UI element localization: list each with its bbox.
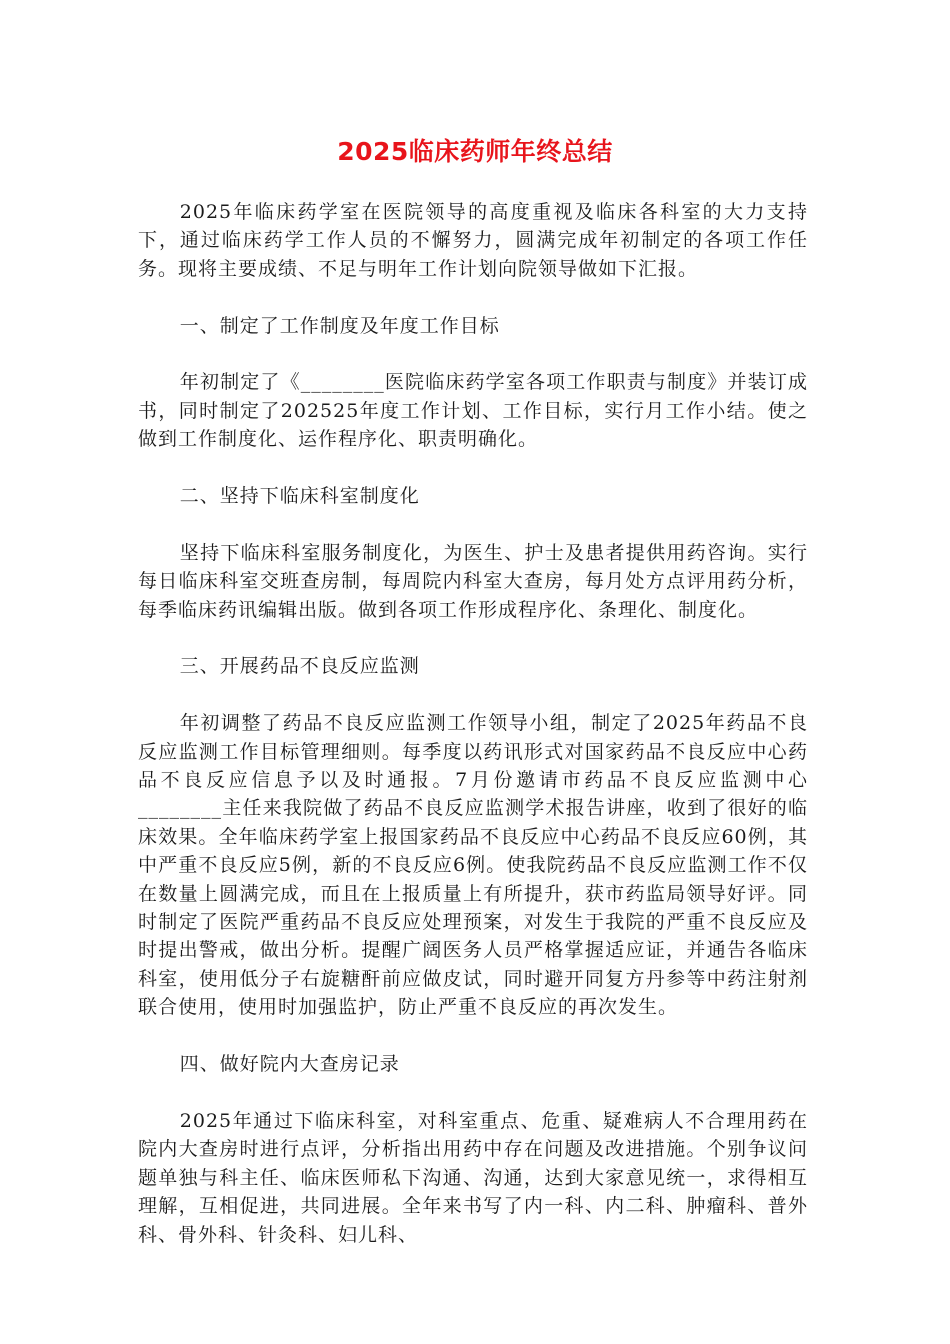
section-heading-1: 一、制定了工作制度及年度工作目标 [179,314,500,337]
section-paragraph-2: 坚持下临床科室服务制度化，为医生、护士及患者提供用药咨询。实行每日临床科室交班查房制，每周院内科室大查房，每月处方点评用药分析，每季临床药讯编辑出版。做到各项工作形成程序化、条理化、制度化。 [138,541,808,621]
section-paragraph-3: 年初调整了药品不良反应监测工作领导小组，制定了2025年药品不良反应监测工作目标管理细则。每季度以药讯形式对国家药品不良反应中心药品不良反应信息予以及时通报。7月份邀请市药品不良反应监测中心________主任来我院做了药品不良反应监测学术报告讲座，收到了很好的临床效果。全年临床药学室上报国家药品不良反应中心药品不良反应60例，其中严重不良反应5例，新的不良反应6例。使我院药品不良反应监测工作不仅在数量上圆满完成，而且在上报质量上有所提升，获市药监局领导好评。同时制定了医院严重药品不良反应处理预案，对发生于我院的严重不良反应及时提出警戒，做出分析。提醒广阔医务人员严格掌握适应证，并通告各临床科室，使用低分子右旋糖酐前应做皮试，同时避开同复方丹参等中药注射剂联合使用，使用时加强监护，防止严重不良反应的再次发生。 [138,712,808,1019]
section-heading-4: 四、做好院内大查房记录 [179,1053,400,1076]
document-body [138,198,808,1277]
intro-paragraph: 2025年临床药学室在医院领导的高度重视及临床各科室的大力支持下，通过临床药学工作人员的不懈努力，圆满完成年初制定的各项工作任务。现将主要成绩、不足与明年工作计划向院领导做如下汇报。 [138,201,808,280]
document-title: 2025临床药师年终总结 [337,137,613,166]
section-heading-2: 二、坚持下临床科室制度化 [179,485,420,508]
section-paragraph-4: 2025年通过下临床科室，对科室重点、危重、疑难病人不合理用药在院内大查房时进行点评，分析指出用药中存在问题及改进措施。个别争议问题单独与科主任、临床医师私下沟通、沟通，达到大家意见统一，求得相互理解，互相促进，共同进展。全年来书写了内一科、内二科、肿瘤科、普外科、骨外科、针灸科、妇儿科、 [138,1109,808,1246]
section-heading-3: 三、开展药品不良反应监测 [179,655,420,678]
section-paragraph-1: 年初制定了《________医院临床药学室各项工作职责与制度》并装订成书，同时制定了202525年度工作计划、工作目标，实行月工作小结。使之做到工作制度化、运作程序化、职责明确化。 [138,371,808,451]
